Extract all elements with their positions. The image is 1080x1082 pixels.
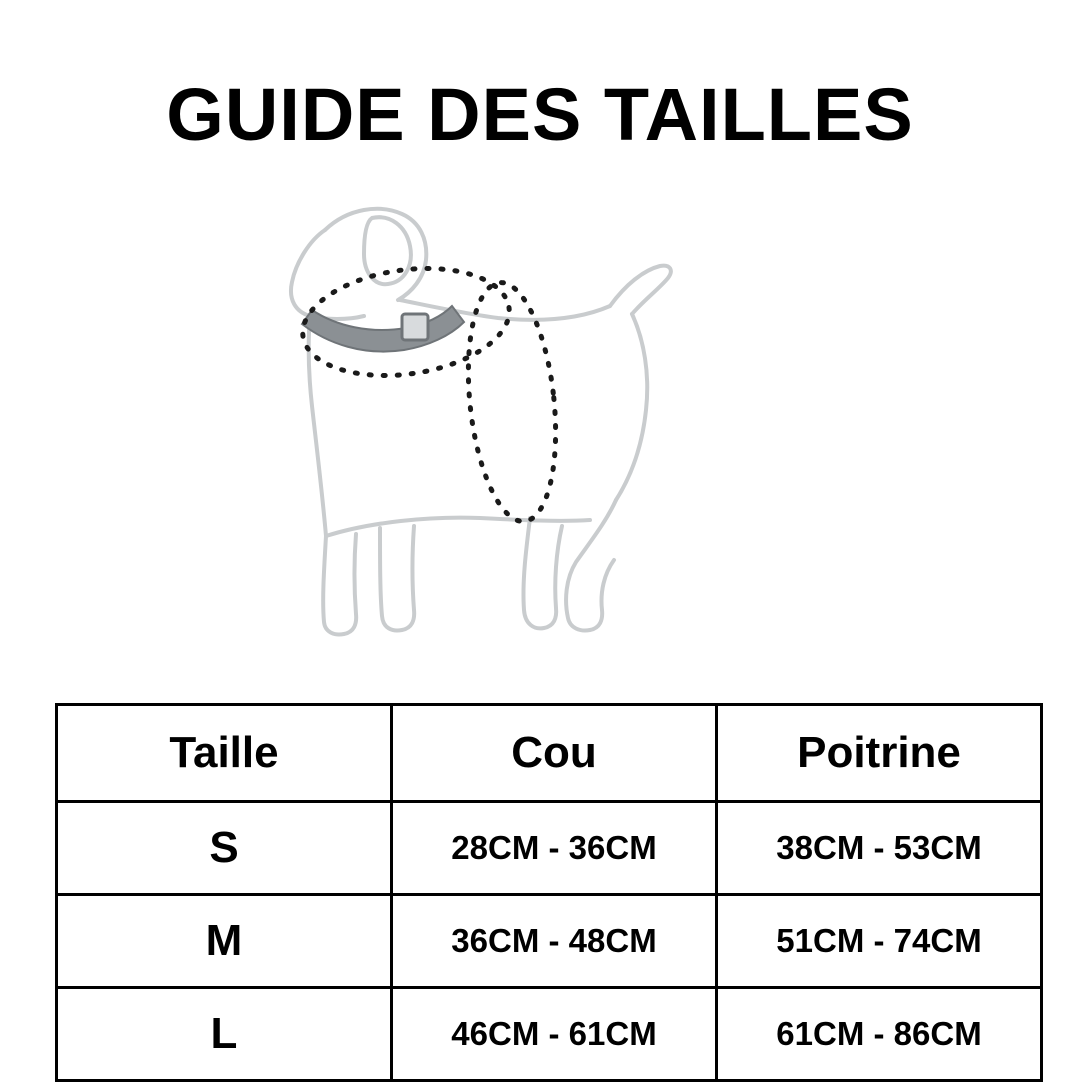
table-row bbox=[57, 802, 1042, 895]
cell-size-m: M bbox=[57, 895, 392, 988]
table-header-row bbox=[57, 705, 1042, 802]
column-header-chest: Poitrine bbox=[717, 705, 1042, 802]
cell-chest-s: 38CM - 53CM bbox=[717, 802, 1042, 895]
collar-strap bbox=[302, 306, 464, 352]
cell-neck-m: 36CM - 48CM bbox=[392, 895, 717, 988]
table-row bbox=[57, 988, 1042, 1081]
table-row bbox=[57, 895, 1042, 988]
cell-neck-l: 46CM - 61CM bbox=[392, 988, 717, 1081]
column-header-neck: Cou bbox=[392, 705, 717, 802]
dog-illustration bbox=[0, 170, 1080, 650]
cell-chest-l: 61CM - 86CM bbox=[717, 988, 1042, 1081]
cell-size-s: S bbox=[57, 802, 392, 895]
dog-diagram-svg bbox=[230, 170, 850, 650]
size-table bbox=[55, 703, 1043, 1082]
collar-buckle bbox=[402, 314, 428, 340]
cell-neck-s: 28CM - 36CM bbox=[392, 802, 717, 895]
cell-chest-m: 51CM - 74CM bbox=[717, 895, 1042, 988]
dog-outline bbox=[291, 209, 671, 635]
cell-size-l: L bbox=[57, 988, 392, 1081]
column-header-size: Taille bbox=[57, 705, 392, 802]
page-title: GUIDE DES TAILLES bbox=[166, 73, 914, 156]
